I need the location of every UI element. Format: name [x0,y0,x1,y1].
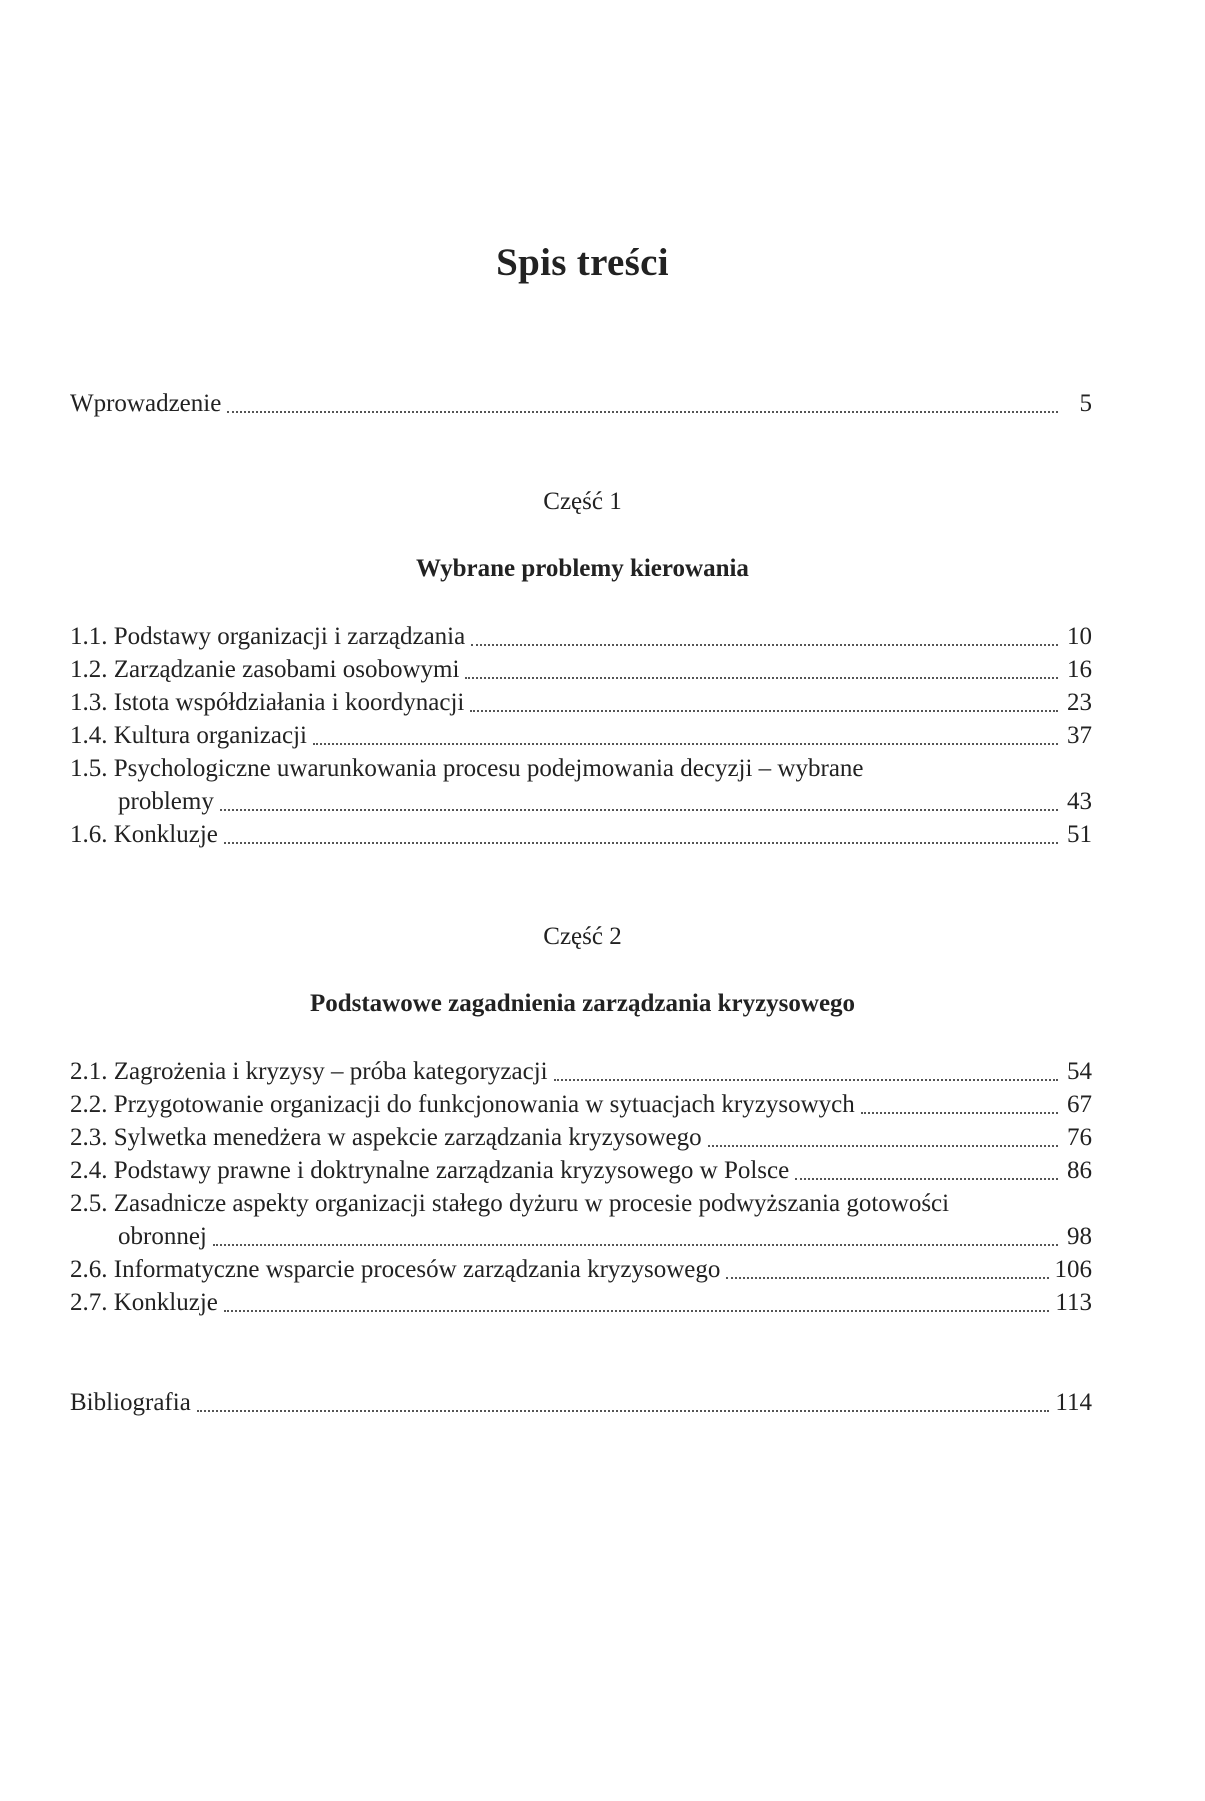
toc-page-number: 106 [1054,1256,1092,1283]
toc-entry-1-4[interactable] [70,721,1092,751]
toc-entry-1-6[interactable] [70,820,1092,850]
part-2-title: Podstawowe zagadnienia zarządzania kryzysowego [309,990,856,1017]
dot-leader [220,809,1058,811]
toc-entry-label: 1.6. Konkluzje [70,821,218,848]
toc-entry-label: Bibliografia [70,1389,191,1416]
toc-entry-label: Wprowadzenie [70,390,222,417]
toc-entry-label: 1.1. Podstawy organizacji i zarządzania [70,623,466,650]
toc-entry-label: 1.2. Zarządzanie zasobami osobowymi [70,656,460,683]
toc-entry-2-5[interactable] [118,1222,1092,1252]
dot-leader [861,1112,1058,1114]
toc-page-number: 67 [1067,1091,1092,1118]
dot-leader [554,1079,1058,1081]
toc-entry-1-1[interactable] [70,622,1092,652]
toc-entry-label: 2.3. Sylwetka menedżera w aspekcie zarządzania kryzysowego [70,1124,702,1151]
toc-entry-label: 1.4. Kultura organizacji [70,722,307,749]
toc-entry-2-3[interactable] [70,1123,1092,1153]
dot-leader [313,743,1058,745]
dot-leader [471,644,1058,646]
dot-leader [227,411,1058,413]
toc-page-number: 5 [1079,390,1092,417]
toc-entry-label: 2.2. Przygotowanie organizacji do funkcjonowania w sytuacjach kryzysowych [70,1091,855,1118]
toc-entry-2-5-first-line[interactable]: 2.5. Zasadnicze aspekty organizacji stałego dyżuru w procesie podwyższania gotowości [70,1190,950,1217]
toc-page-number: 114 [1055,1389,1092,1416]
dot-leader [197,1410,1050,1412]
dot-leader [465,677,1058,679]
toc-entry-intro[interactable] [70,389,1092,419]
toc-page-number: 51 [1067,821,1092,848]
dot-leader [795,1178,1058,1180]
toc-entry-1-5-first-line[interactable]: 1.5. Psychologiczne uwarunkowania procesu podejmowania decyzji – wybrane [70,755,864,782]
toc-entry-2-6[interactable] [70,1255,1092,1285]
toc-entry-label: 2.1. Zagrożenia i kryzysy – próba kategoryzacji [70,1058,548,1085]
toc-entry-1-5[interactable] [118,787,1092,817]
toc-entry-label: 2.7. Konkluzje [70,1289,218,1316]
toc-entry-2-2[interactable] [70,1090,1092,1120]
toc-entry-continuation: obronnej [118,1223,207,1250]
dot-leader [224,842,1058,844]
toc-entry-1-2[interactable] [70,655,1092,685]
toc-page-number: 54 [1067,1058,1092,1085]
toc-entry-bibliography[interactable] [70,1388,1092,1418]
dot-leader [726,1277,1048,1279]
part-2-heading: Część 2 [543,923,622,950]
dot-leader [708,1145,1058,1147]
dot-leader [224,1310,1050,1312]
dot-leader [470,710,1058,712]
toc-page-number: 10 [1067,623,1092,650]
toc-page-number: 86 [1067,1157,1092,1184]
toc-page-number: 113 [1055,1289,1092,1316]
toc-page-number: 76 [1067,1124,1092,1151]
toc-page-number: 37 [1067,722,1092,749]
toc-entry-label: 1.3. Istota współdziałania i koordynacji [70,689,465,716]
part-1-title: Wybrane problemy kierowania [416,555,749,582]
page-title: Spis treści [496,241,669,284]
toc-page-number: 23 [1067,689,1092,716]
part-1-heading: Część 1 [543,488,622,515]
toc-page-number: 16 [1067,656,1092,683]
toc-page-number: 43 [1067,788,1092,815]
toc-entry-2-7[interactable] [70,1288,1092,1318]
dot-leader [213,1244,1058,1246]
toc-entry-2-1[interactable] [70,1057,1092,1087]
toc-entry-2-4[interactable] [70,1156,1092,1186]
toc-entry-label: 2.4. Podstawy prawne i doktrynalne zarządzania kryzysowego w Polsce [70,1157,790,1184]
toc-page-number: 98 [1067,1223,1092,1250]
toc-entry-label: 2.6. Informatyczne wsparcie procesów zarządzania kryzysowego [70,1256,721,1283]
toc-entry-continuation: problemy [118,788,214,815]
toc-entry-1-3[interactable] [70,688,1092,718]
